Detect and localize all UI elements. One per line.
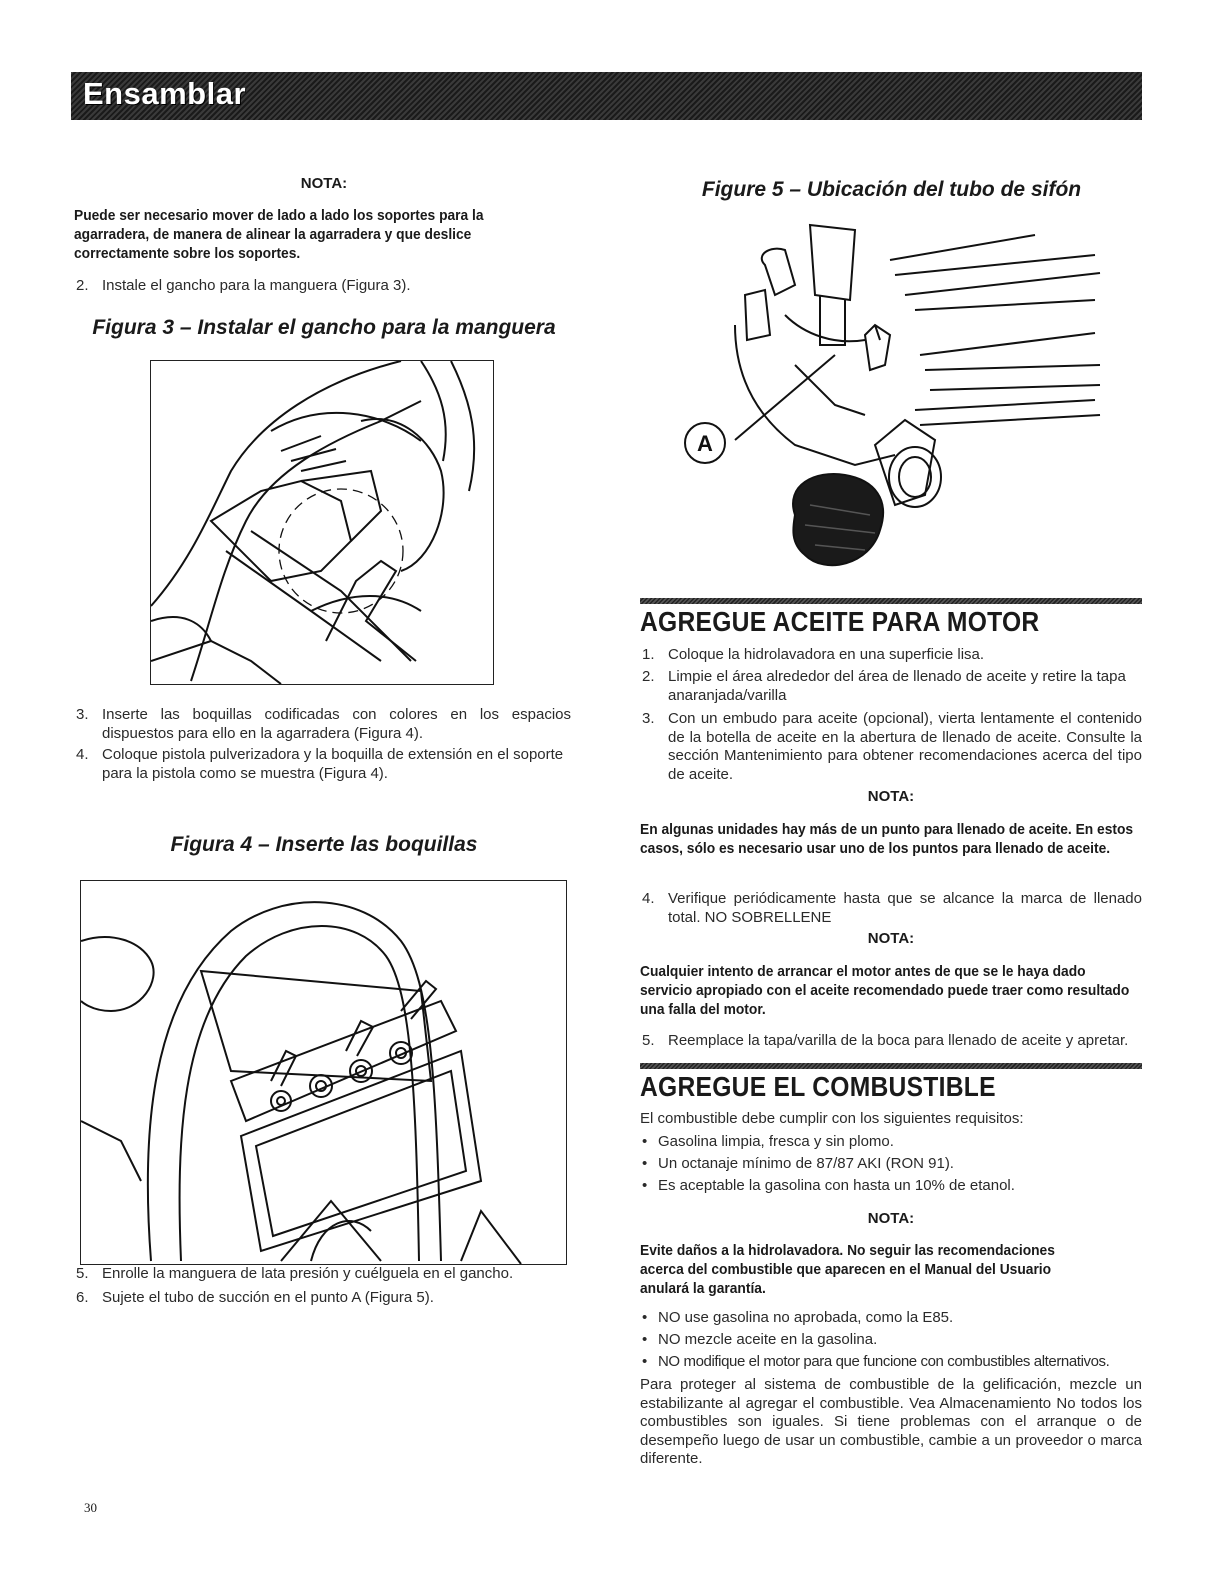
aceite-step-2: 2. Limpie el área alrededor del área de llenado de aceite y retire la tapa anaranjada/varilla xyxy=(642,668,1126,704)
nota-label: NOTA: xyxy=(867,1210,915,1227)
aceite-step-4: 4. Verifique periódicamente hasta que se alcance la marca de llenado total. NO SOBRELLENE xyxy=(642,890,1142,926)
combustible-requirements-list xyxy=(640,1132,1142,1195)
figure-4-caption: Figura 4 – Inserte las boquillas xyxy=(170,833,478,856)
figure-5-caption: Figure 5 – Ubicación del tubo de sifón xyxy=(701,178,1082,201)
step-6: 6. Sujete el tubo de succión en el punto A (Figura 5). xyxy=(76,1289,434,1306)
page-number: 30 xyxy=(84,1500,97,1515)
nota-label: NOTA: xyxy=(867,930,915,947)
list-item: • NO mezcle aceite en la gasolina. xyxy=(642,1331,878,1348)
aceite-step-3: 3. Con un embudo para aceite (opcional), vierta lentamente el contenido de la botella de aceite en la abertura de llenado de aceite. Consulte la sección Mantenimiento para obtener recomendaciones acerca del tipo de aceite. xyxy=(642,710,1142,783)
nota-text: Evite daños a la hidrolavadora. No seguir las recomendaciones acerca del combustible que aparecen en el Manual del Usuario anulará la garantía. xyxy=(640,1242,1055,1297)
step-5: 5. Enrolle la manguera de lata presión y cuélguela en el gancho. xyxy=(76,1265,514,1282)
aceite-step-5: 5. Reemplace la tapa/varilla de la boca para llenado de aceite y apretar. xyxy=(642,1032,1129,1049)
section-banner xyxy=(71,72,1142,120)
step-2: 2. Instale el gancho para la manguera (Figura 3). xyxy=(76,277,411,294)
list-item: • Es aceptable la gasolina con hasta un 10% de etanol. xyxy=(642,1177,1015,1194)
list-item: • Gasolina limpia, fresca y sin plomo. xyxy=(642,1133,894,1150)
section-rule xyxy=(640,1063,1142,1069)
section-heading-combustible: AGREGUE EL COMBUSTIBLE xyxy=(640,1071,996,1102)
nota-text: Cualquier intento de arrancar el motor antes de que se le haya dado servicio apropiado con el aceite recomendado puede traer como resultado una falla del motor. xyxy=(640,963,1130,1018)
section-heading-aceite: AGREGUE ACEITE PARA MOTOR xyxy=(640,606,1040,637)
nota-text: En algunas unidades hay más de un punto para llenado de aceite. En estos casos, sólo es necesario usar uno de los puntos para llenado de aceite. xyxy=(640,821,1134,857)
aceite-step-1: 1. Coloque la hidrolavadora en una superficie lisa. xyxy=(642,646,985,663)
figure-5-image xyxy=(675,215,1125,595)
combustible-intro: El combustible debe cumplir con los siguientes requisitos: xyxy=(640,1110,1024,1127)
step-4: 4. Coloque pistola pulverizadora y la boquilla de extensión en el soporte para la pistola como se muestra (Figura 4). xyxy=(76,746,564,782)
list-item: • NO modifique el motor para que funcione con combustibles alternativos. xyxy=(642,1353,1110,1370)
nota-text: Puede ser necesario mover de lado a lado los soportes para la agarradera, de manera de alinear la agarradera y que deslice correctamente sobre los soportes. xyxy=(74,207,484,262)
list-item: • Un octanaje mínimo de 87/87 AKI (RON 91). xyxy=(642,1155,954,1172)
combustible-closing-paragraph: Para proteger al sistema de combustible de la gelificación, mezcle un estabilizante al agregar el combustible. Vea Almacenamiento No todos los combustibles son iguales. Si tiene problemas con el arranque o de desempeño luego de usar un combustible, cambie a un proveedor o marca diferente. xyxy=(640,1376,1142,1467)
section-rule xyxy=(640,598,1142,604)
combustible-warnings-list xyxy=(640,1308,1142,1371)
list-item: • NO use gasolina no aprobada, como la E85. xyxy=(642,1309,954,1326)
nota-label: NOTA: xyxy=(300,175,348,192)
step-3: 3. Inserte las boquillas codificadas con colores en los espacios dispuestos para ello en la agarradera (Figura 4). xyxy=(76,706,571,742)
section-title: Ensamblar xyxy=(83,76,247,111)
figure-3-image xyxy=(150,360,494,685)
figure-5-callout-label: A xyxy=(697,431,713,456)
figure-4-image xyxy=(80,880,567,1265)
nota-label: NOTA: xyxy=(867,788,915,805)
figure-3-caption: Figura 3 – Instalar el gancho para la manguera xyxy=(92,316,556,339)
